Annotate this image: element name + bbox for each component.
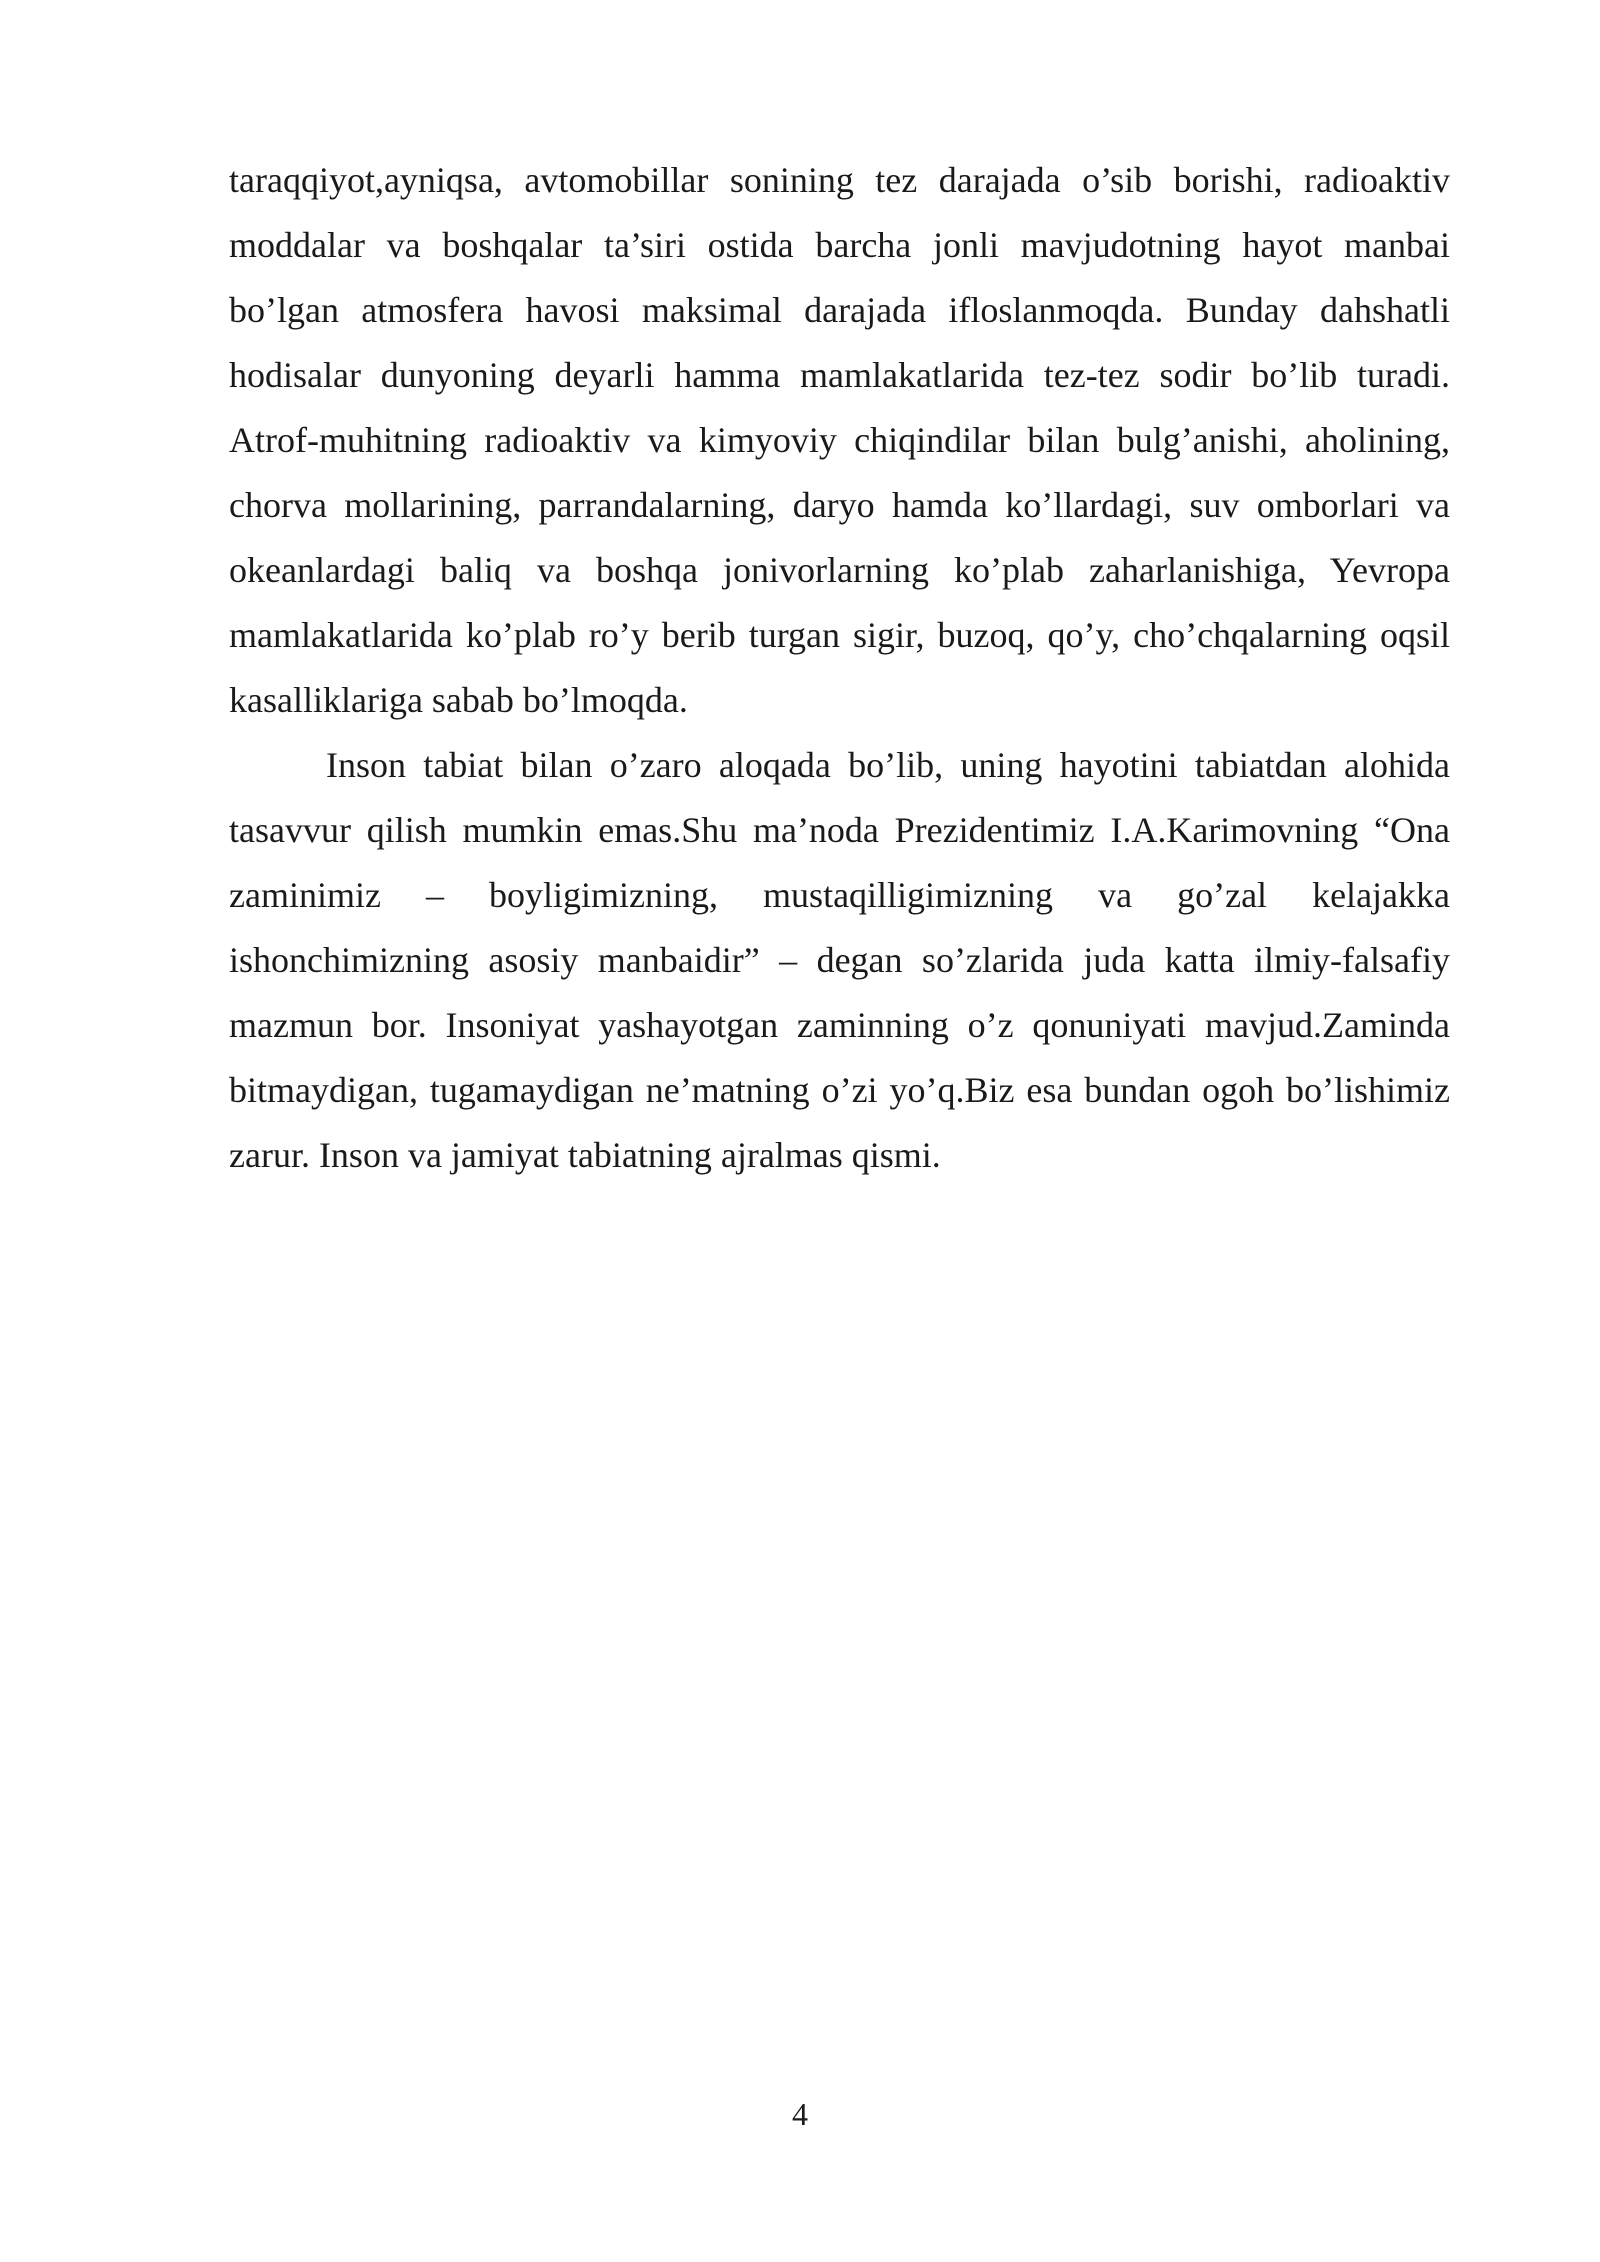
paragraph-1: taraqqiyot,ayniqsa, avtomobillar sonining tez darajada o’sib borishi, radioaktiv moddalar va boshqalar ta’siri ostida barcha jonli mavjudotning hayot manbai bo’lgan atmosfera havosi maksimal darajada ifloslanmoqda. Bunday dahshatli hodisalar dunyoning deyarli hamma mamlakatlarida tez-tez sodir bo’lib turadi. Atrof-muhitning radioaktiv va kimyoviy chiqindilar bilan bulg’anishi, aholining, chorva mollarining, parrandalarning, daryo hamda ko’llardagi, suv omborlari va okeanlardagi baliq va boshqa jonivorlarning ko’plab zaharlanishiga, Yevropa mamlakatlarida ko’plab ro’y berib turgan sigir, buzoq, qo’y, cho’chqalarning oqsil kasalliklariga sabab bo’lmoqda. [229,160,1450,720]
page-number: 4 [792,2096,808,2132]
paragraph-2: Inson tabiat bilan o’zaro aloqada bo’lib, uning hayotini tabiatdan alohida tasavvur qilish mumkin emas.Shu ma’noda Prezidentimiz I.A.Karimovning “Ona zaminimiz – boyligimizning, mustaqilligimizning va go’zal kelajakka ishonchimizning asosiy manbaidir” – degan so’zlarida juda katta ilmiy-falsafiy mazmun bor. Insoniyat yashayotgan zaminning o’z qonuniyati mavjud.Zaminda bitmaydigan, tugamaydigan ne’matning o’zi yo’q.Biz esa bundan ogoh bo’lishimiz zarur. Inson va jamiyat tabiatning ajralmas qismi. [229,745,1450,1175]
body-text [229,148,1450,1188]
